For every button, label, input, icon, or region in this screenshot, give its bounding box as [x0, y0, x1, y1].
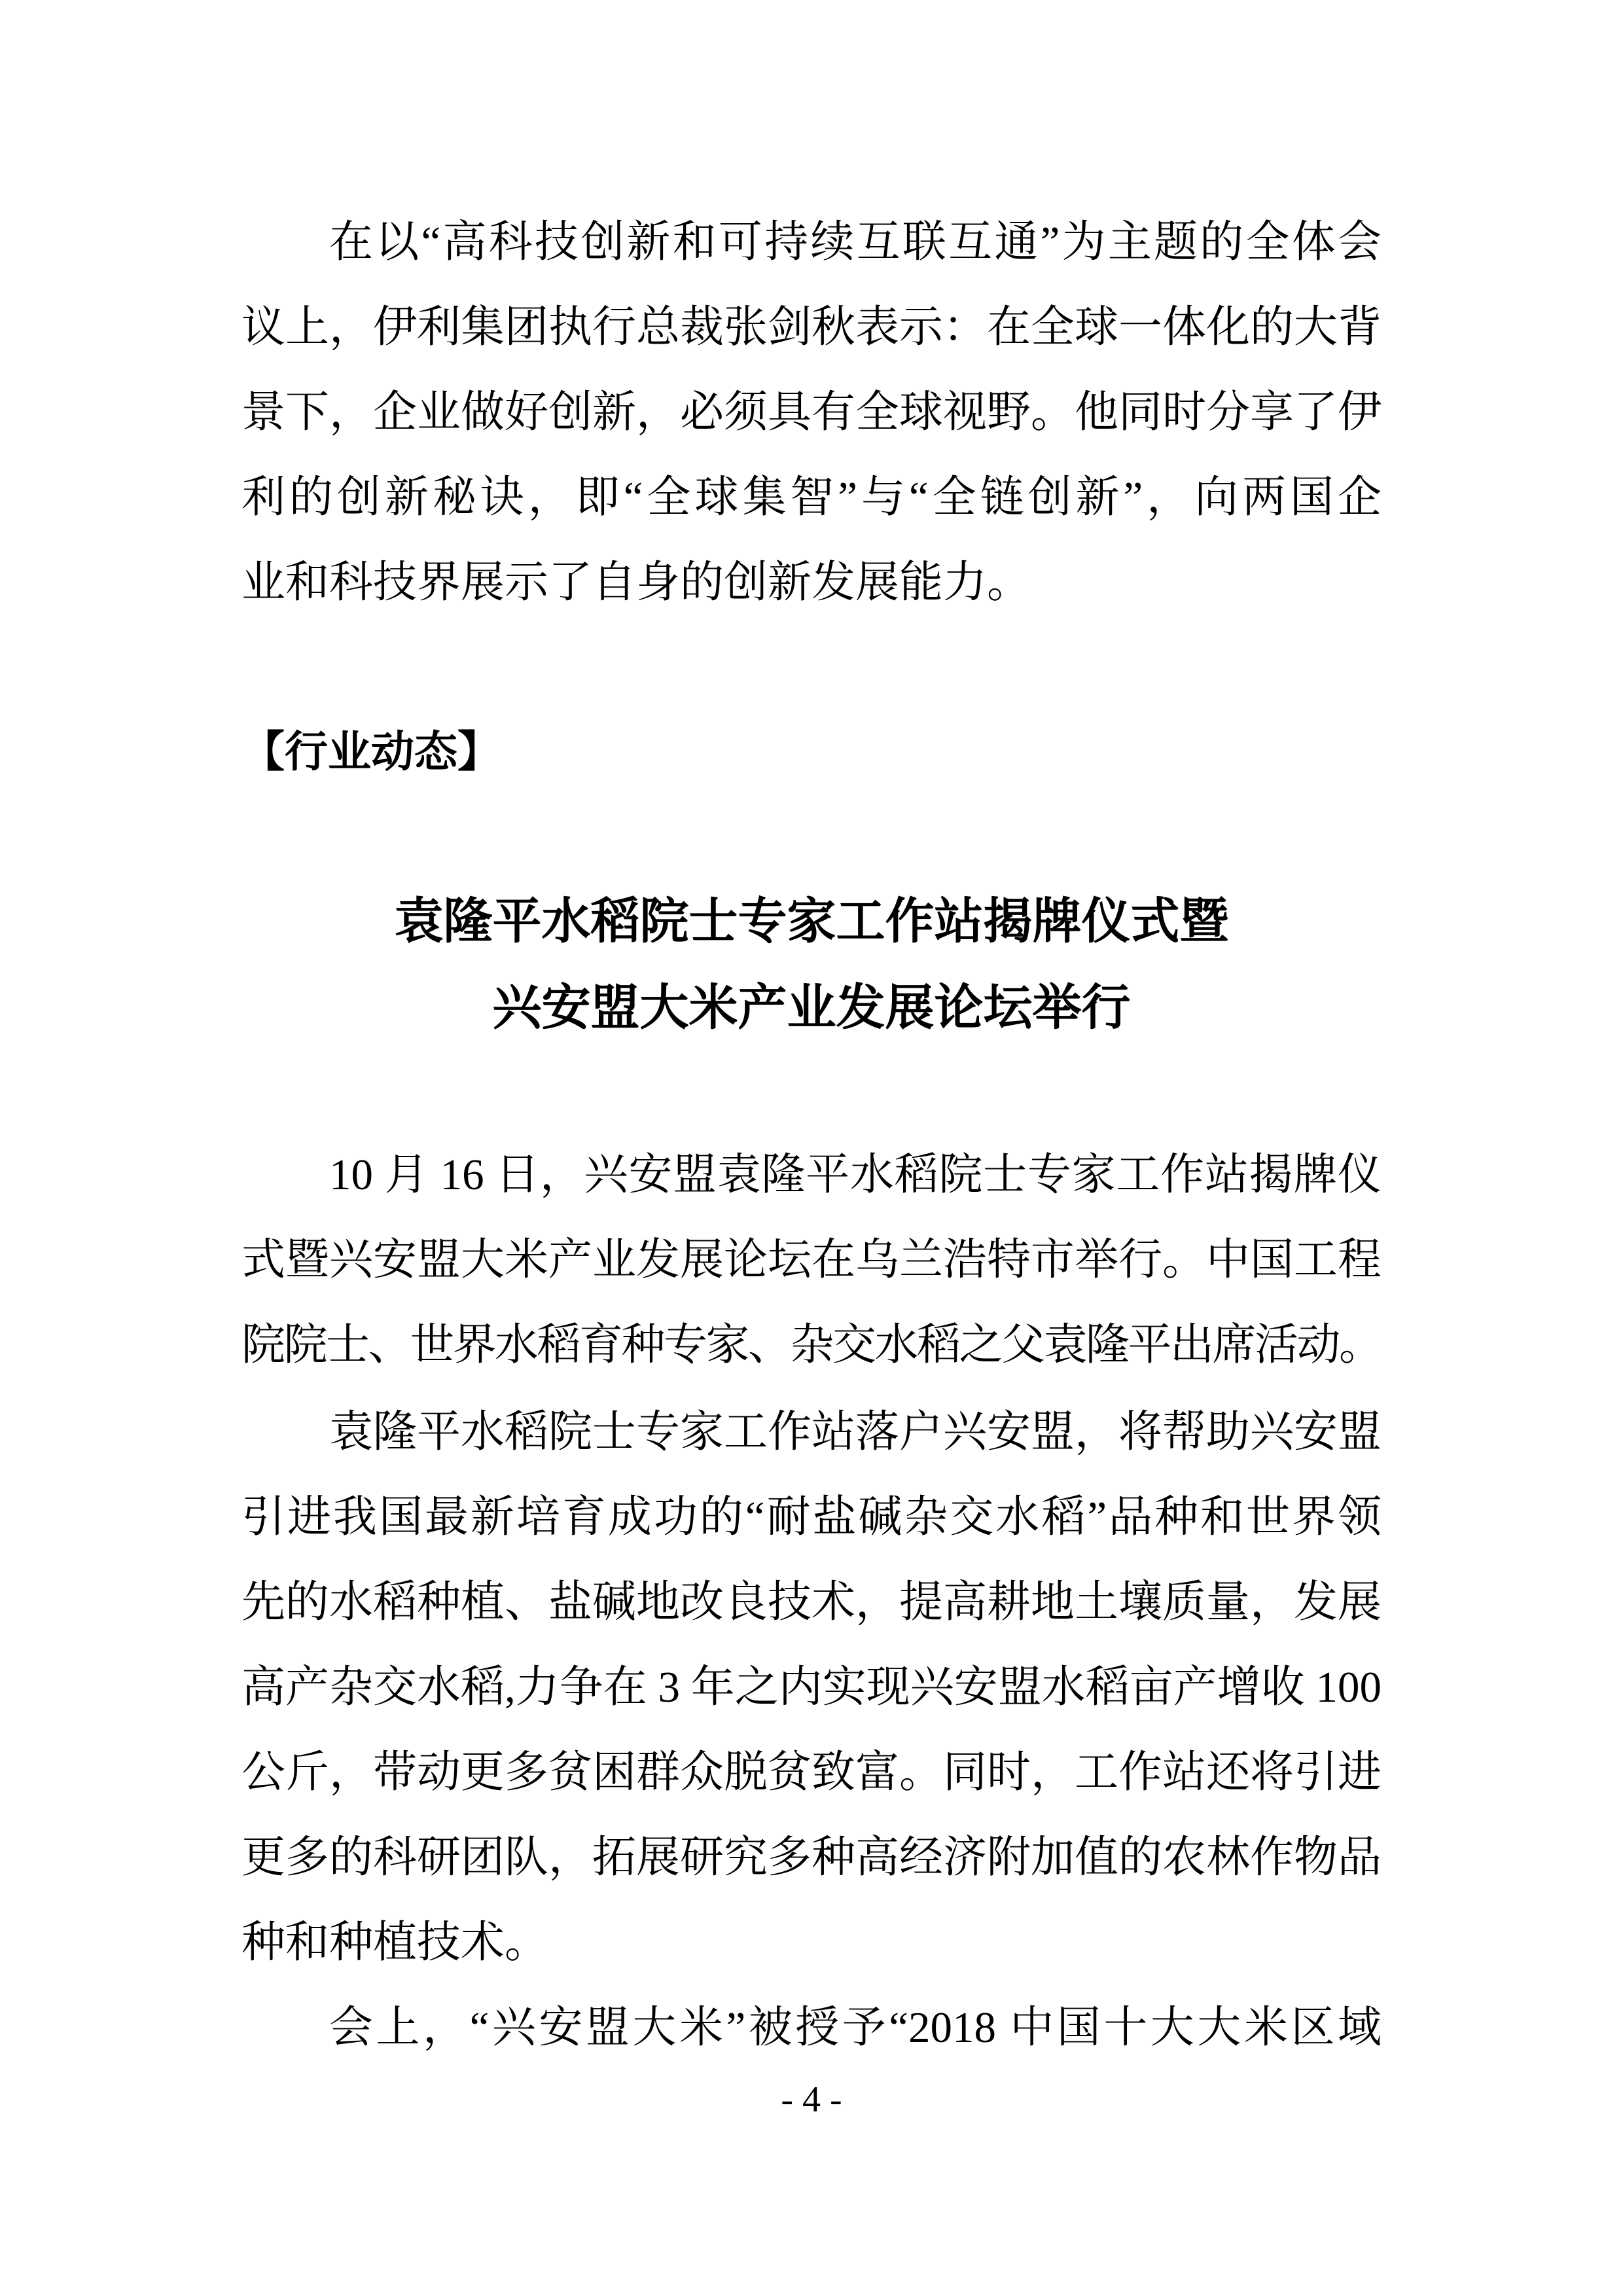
section-header-block	[241, 709, 1382, 794]
body-text-line: 更多的科研团队，拓展研究多种高经济附加值的农林作物品	[241, 1833, 1382, 1882]
paragraph-4	[241, 1985, 1382, 2070]
body-text-line: 议上，伊利集团执行总裁张剑秋表示：在全球一体化的大背	[241, 303, 1382, 351]
article-title	[0, 878, 1623, 1050]
body-text-line: 公斤，带动更多贫困群众脱贫致富。同时，工作站还将引进	[241, 1748, 1382, 1797]
body-text-line: 利的创新秘诀，即“全球集智”与“全链创新”，向两国企	[241, 473, 1382, 522]
body-text-line: 高产杂交水稻,力争在 3 年之内实现兴安盟水稻亩产增收 100	[241, 1663, 1382, 1712]
body-text-line: 先的水稻种植、盐碱地改良技术，提高耕地土壤质量，发展	[241, 1578, 1382, 1626]
body-text-line: 会上，“兴安盟大米”被授予“2018 中国十大大米区域	[329, 2003, 1382, 2052]
paragraph-1	[241, 200, 1382, 625]
body-text-line: 在以“高科技创新和可持续互联互通”为主题的全体会	[329, 218, 1382, 266]
paragraph-2	[241, 1132, 1382, 1388]
section-header: 【行业动态】	[241, 727, 501, 776]
page-footer	[0, 2076, 1623, 2123]
article-title-line-2: 兴安盟大米产业发展论坛举行	[492, 980, 1131, 1035]
body-text-line: 景下，企业做好创新，必须具有全球视野。他同时分享了伊	[241, 388, 1382, 437]
article-title-line-1: 袁隆平水稻院士专家工作站揭牌仪式暨	[394, 893, 1229, 948]
body-text-line: 袁隆平水稻院士专家工作站落户兴安盟，将帮助兴安盟	[329, 1408, 1382, 1456]
body-text-line: 引进我国最新培育成功的“耐盐碱杂交水稻”品种和世界领	[241, 1493, 1382, 1541]
body-text-line: 业和科技界展示了自身的创新发展能力。	[241, 558, 1031, 607]
body-text-line: 种和种植技术。	[241, 1918, 548, 1967]
paragraph-3	[241, 1390, 1382, 1985]
page-number: - 4 -	[781, 2079, 842, 2120]
body-text-line: 式暨兴安盟大米产业发展论坛在乌兰浩特市举行。中国工程	[241, 1236, 1382, 1284]
body-text-line: 院院士、世界水稻育种专家、杂交水稻之父袁隆平出席活动。	[241, 1321, 1382, 1369]
body-text-line: 10 月 16 日，兴安盟袁隆平水稻院士专家工作站揭牌仪	[329, 1151, 1382, 1199]
